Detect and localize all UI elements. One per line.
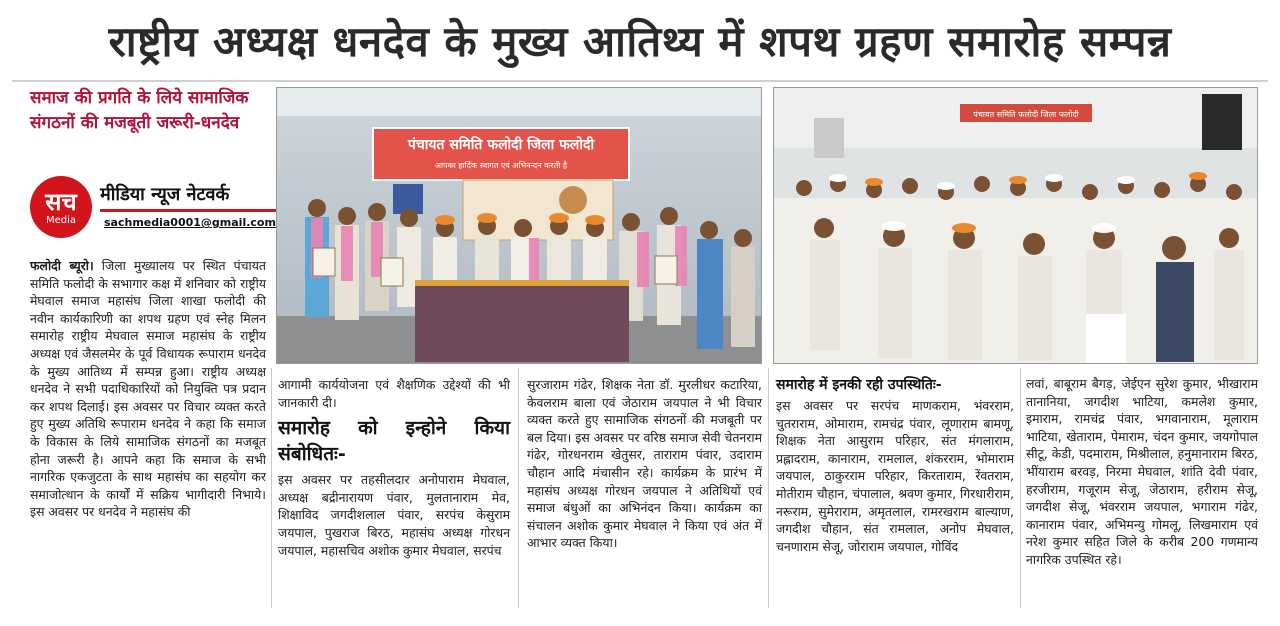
stage-table	[415, 284, 629, 362]
article-column-1	[30, 257, 266, 521]
subheadline: समाज की प्रगति के लिये सामाजिक संगठनों की मजबूती जरूरी-धनदेव	[30, 88, 249, 133]
column-2-body: इस अवसर पर तहसीलदार अनोपाराम मेघवाल, अध्यक्ष बद्रीनारायण पंवार, मुलतानाराम मेव, शिक्षाविद जगदीशलाल पंवार, सरपंच केसुराम जयपाल, पुखराज बिरठ, महासंघ अध्यक्ष गोरधन जयपाल, महासचिव अशोक कुमार मेघवाल, सरपंच	[278, 472, 510, 558]
column-2-top: आगामी कार्ययोजना एवं शैक्षणिक उद्देश्यों की भी जानकारी दी।	[278, 377, 510, 410]
dateline: फलोदी ब्यूरो।	[30, 258, 94, 273]
attendance-heading: समारोह में इनकी रही उपस्थितिः-	[776, 377, 942, 393]
article-column-3	[527, 376, 762, 552]
headline: राष्ट्रीय अध्यक्ष धनदेव के मुख्य आतिथ्य में शपथ ग्रहण समारोह सम्पन्न	[108, 16, 1172, 66]
audience-crowd	[774, 172, 1257, 363]
sach-media-logo	[30, 176, 276, 236]
column-divider	[1020, 368, 1021, 608]
article-column-5	[1026, 375, 1258, 569]
stage-banner-title: पंचायत समिति फलोदी जिला फलोदी	[407, 137, 595, 153]
logo-circle-text: सच	[45, 187, 77, 216]
column-1-body: जिला मुख्यालय पर स्थित पंचायत समिति फलोदी के सभागार कक्ष में शनिवार को राष्ट्रीय मेघवाल समाज महासंघ जिला शाखा फलोदी की नवीन कार्यकारिणी का शपथ ग्रहण एवं स्नेह मिलन समारोह राष्ट्रीय मेघवाल समाज महासंघ के राष्ट्रीय अध्यक्ष एवं जैसलमेर के पूर्व विधायक रूपाराम धनदेव के मुख्य आतिथ्य में सम्पन्न हुआ। राष्ट्रीय अध्यक्ष धनदेव ने सभी पदाधिकारियों को नियुक्ति पत्र प्रदान कर शपथ दिलाई। इस अवसर पर विचार व्यक्त करते हुए मुख्य अतिथि रूपाराम धनदेव ने कहा कि समाज के विकास के लिये सामाजिक संगठनों का मजबूत होना जरूरी है। आपने कहा कि समाज के सभी नागरिक एकजुटता के साथ महासंघ का सहयोग कर समाजोत्थान के कार्यों में सक्रिय भागीदारी निभाये। इस अवसर पर धनदेव ने महासंघ की	[30, 258, 266, 520]
column-divider	[768, 368, 769, 608]
logo-circle	[30, 176, 92, 238]
logo-underline	[100, 209, 280, 212]
column-divider	[518, 368, 519, 608]
article-column-4	[776, 375, 1014, 555]
logo-email[interactable]: sachmedia0001@gmail.com	[104, 216, 276, 229]
hall-banner-title: पंचायत समिति फलोदी जिला फलोदी	[973, 110, 1079, 119]
stage-banner	[373, 128, 629, 180]
headline-rule	[12, 80, 1268, 82]
logo-name: मीडिया न्यूज नेटवर्क	[100, 184, 230, 205]
photo-audience	[773, 87, 1258, 364]
audience-photo-illustration	[774, 88, 1257, 363]
column-5-body: लवां, बाबूराम बैगड़, जेईएन सुरेश कुमार, भीखाराम तानानिया, जगदीश भाटिया, कमलेश कुमार, इमाराम, रामचंद्र पंवार, भगवानाराम, मूलाराम भाटिया, खेताराम, पेमाराम, चंदन कुमार, जयगोपाल सीटू, केडी, पदमाराम, मिश्रीलाल, हनुमानाराम बिरठ, भींयाराम बरवड़, निरमा मेघवाल, शांति देवी पंवार, हरजीराम, गजूराम सेजू, जेठाराम, हरीराम सेजू, जगदीश सेजू, भंवरराम जयपाल, भगाराम गंढेर, कानाराम पंवार, अभिमन्यु गोमलू, लिखमाराम एवं नरेश कुमार सहित जिले के करीब 200 गणमान्य नागरिक उपस्थित रहे।	[1026, 376, 1258, 567]
stage-photo-illustration	[277, 88, 761, 363]
column-3-body: सुरजाराम गंढेर, शिक्षक नेता डॉ. मुरलीधर कटारिया, केवलराम बाला एवं जेठाराम जयपाल ने भी विचार व्यक्त करते हुए सामाजिक संगठनों की मजबूती पर बल दिया। इस अवसर पर वरिष्ठ समाज सेवी चेतनराम गंढेर, गोरधनराम खेतुसर, ताराराम पंवार, उदाराम चौहान आदि मंचासीन रहे। कार्यक्रम के प्रारंभ में महासंघ अध्यक्ष गोरधन जयपाल ने अतिथियों एवं समाज बंधुओं का अभिनंदन किया। कार्यक्रम का संचालन अशोक कुमार मेघवाल ने किया एवं अंत में आभार व्यक्त किया।	[527, 377, 762, 551]
logo-circle-sub: Media	[45, 214, 77, 226]
addressed-heading: समारोह को इन्होने किया संबोधितः-	[278, 417, 510, 466]
column-4-body: इस अवसर पर सरपंच माणकराम, भंवरराम, चुतराराम, ओमाराम, रामचंद्र पंवार, लूणाराम बामणू, शिक्षक नेता आसुराम परिहार, संत मंगलाराम, प्रह्लादराम, कानाराम, रामलाल, शंकरराम, भोमाराम जयपाल, ठाकुरराम परिहार, किरताराम, रेंवतराम, मोतीराम चौहान, चंपालाल, श्रवण कुमार, गिरधारीराम, नरूराम, सुमेराराम, अमृतलाल, रामरखराम बाल्याण, जगदीश चौहान, संत रामलाल, अनोप मेघवाल, चनणाराम सेजू, जोराराम जयपाल, गोविंद	[776, 398, 1014, 554]
photo-stage-dignitaries	[276, 87, 762, 364]
article-column-2	[278, 376, 510, 559]
column-divider	[271, 368, 272, 608]
speaker-box	[1202, 94, 1242, 150]
stage-banner-subtitle: आपका हार्दिक स्वागत एवं अभिनन्दन करती है	[434, 161, 568, 170]
